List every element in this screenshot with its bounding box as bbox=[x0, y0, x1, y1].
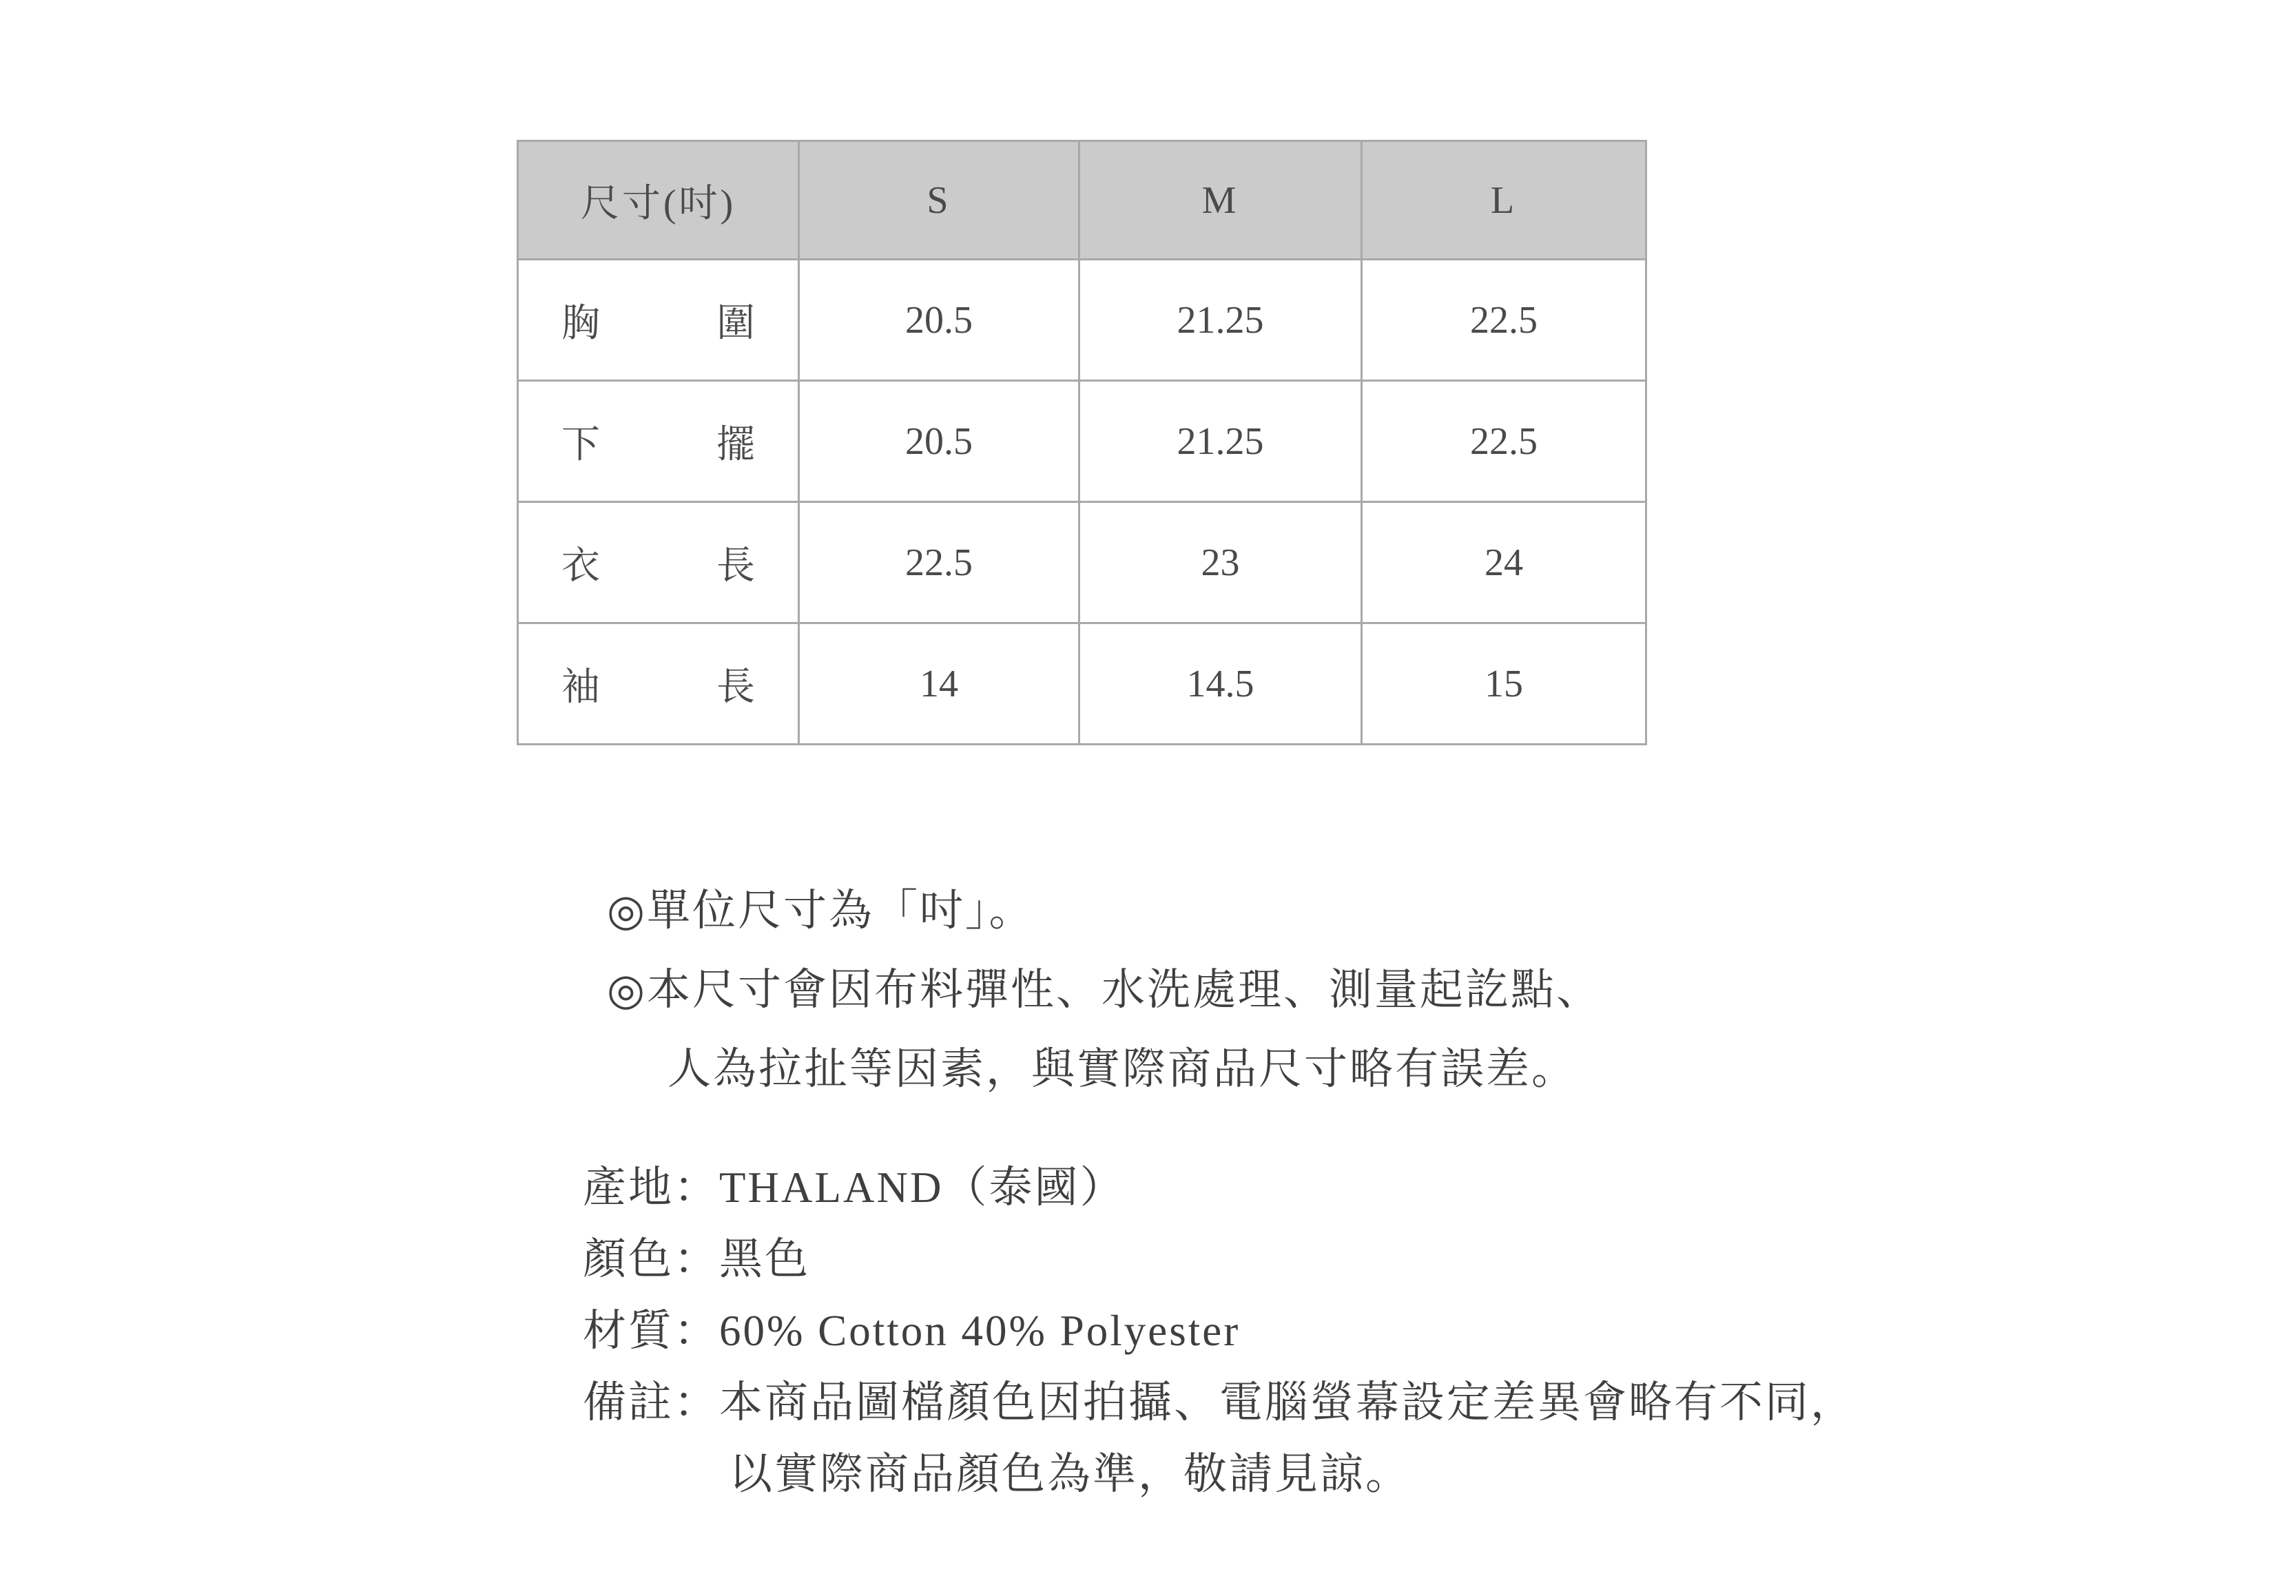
cell-length-m: 23 bbox=[1079, 502, 1362, 623]
row-label-char: 擺 bbox=[716, 423, 755, 466]
row-label-char: 圍 bbox=[716, 302, 755, 345]
row-label-char: 下 bbox=[561, 423, 600, 466]
row-label-hem bbox=[518, 381, 799, 502]
detail-color: 顏色：黑色 bbox=[583, 1235, 810, 1283]
cell-sleeve-m: 14.5 bbox=[1079, 623, 1362, 745]
table-row-sleeve bbox=[518, 623, 1646, 745]
size-chart-header-size-l: L bbox=[1362, 141, 1646, 260]
row-label-char: 胸 bbox=[561, 302, 600, 345]
cell-hem-m: 21.25 bbox=[1079, 381, 1362, 502]
size-notes bbox=[607, 871, 1602, 1109]
cell-hem-l: 22.5 bbox=[1362, 381, 1646, 502]
detail-material: 材質：60% Cotton 40% Polyester bbox=[583, 1307, 1241, 1355]
cell-sleeve-l: 15 bbox=[1362, 623, 1646, 745]
note-tolerance-line1: ◎本尺寸會因布料彈性、水洗處理、測量起訖點、 bbox=[607, 966, 1602, 1014]
note-unit: ◎單位尺寸為「吋」。 bbox=[607, 887, 1035, 935]
size-chart-table bbox=[517, 140, 1647, 745]
detail-remark-line2: 以實際商品顏色為準，敬請見諒。 bbox=[729, 1450, 1411, 1498]
row-label-char: 長 bbox=[716, 544, 755, 588]
cell-chest-m: 21.25 bbox=[1079, 260, 1362, 381]
cell-sleeve-s: 14 bbox=[799, 623, 1079, 745]
row-label-char: 長 bbox=[716, 665, 755, 709]
cell-hem-s: 20.5 bbox=[799, 381, 1079, 502]
row-label-char: 衣 bbox=[561, 544, 600, 588]
size-chart-header-size-s: S bbox=[799, 141, 1079, 260]
table-row-length bbox=[518, 502, 1646, 623]
cell-chest-l: 22.5 bbox=[1362, 260, 1646, 381]
row-label-length bbox=[518, 502, 799, 623]
row-label-chest bbox=[518, 260, 799, 381]
row-label-char: 袖 bbox=[561, 665, 600, 709]
detail-remark-line1: 備註：本商品圖檔顏色因拍攝、電腦螢幕設定差異會略有不同， bbox=[583, 1378, 1856, 1427]
cell-length-s: 22.5 bbox=[799, 502, 1079, 623]
cell-chest-s: 20.5 bbox=[799, 260, 1079, 381]
product-details bbox=[583, 1152, 1856, 1510]
size-chart-header-row bbox=[518, 141, 1646, 260]
size-chart-header-unit: 尺寸(吋) bbox=[518, 141, 799, 260]
row-label-sleeve bbox=[518, 623, 799, 745]
detail-origin: 產地：THALAND（泰國） bbox=[583, 1163, 1126, 1212]
note-tolerance-line2: 人為拉扯等因素，與實際商品尺寸略有誤差。 bbox=[668, 1045, 1577, 1093]
table-row-chest bbox=[518, 260, 1646, 381]
table-row-hem bbox=[518, 381, 1646, 502]
cell-length-l: 24 bbox=[1362, 502, 1646, 623]
size-chart-header-size-m: M bbox=[1079, 141, 1362, 260]
